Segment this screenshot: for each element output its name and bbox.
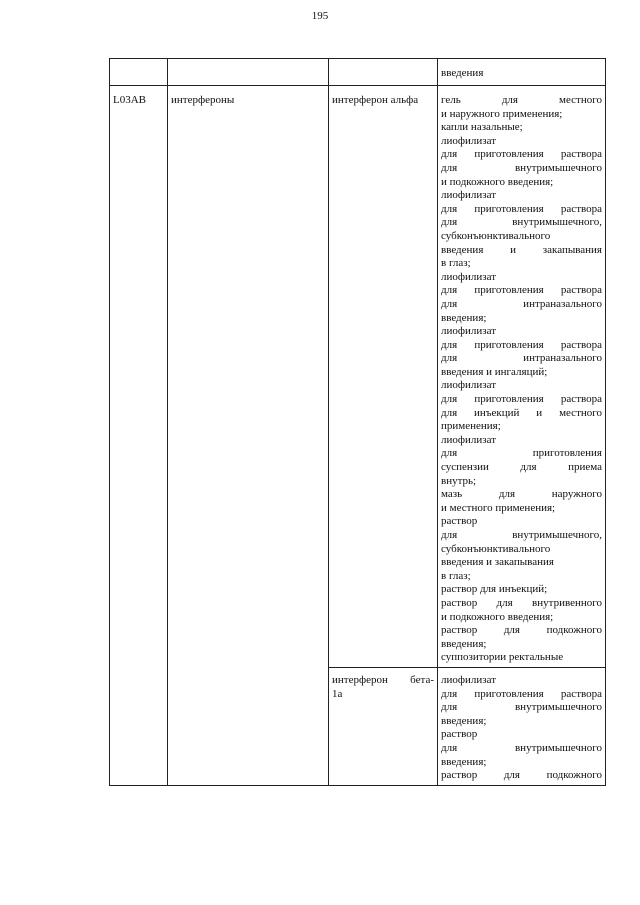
dosage-form-line: введения и закапывания <box>441 556 554 569</box>
dosage-form-line: лиофилизат <box>441 433 497 446</box>
atc-code-cell <box>110 59 168 86</box>
table-row <box>110 59 606 86</box>
dosage-form-line: и наружного применения; <box>441 107 563 120</box>
dosage-form-line: внутрь; <box>441 474 477 487</box>
dosage-form-line: раствор <box>441 515 478 528</box>
atc-code: L03AB <box>113 94 146 106</box>
dosage-form-line: для внутримышечного <box>441 741 602 754</box>
drug-name-cell <box>329 59 438 86</box>
dosage-form-cell <box>438 667 606 785</box>
dosage-form-line: капли назальные; <box>441 121 523 134</box>
dosage-form-line: для внутримышечного <box>441 161 602 174</box>
dosage-form-line: введения; <box>441 311 487 324</box>
drug-name: интерферон альфа <box>332 94 419 106</box>
drug-table <box>109 58 606 786</box>
dosage-form-line: введения; <box>441 637 487 650</box>
drug-name: интерферон бета- <box>332 673 434 686</box>
dosage-form-line: раствор <box>441 728 478 741</box>
dosage-form-line: для приготовления раствора <box>441 148 602 161</box>
dosage-form-line: для приготовления раствора <box>441 393 602 406</box>
dosage-form-line: для внутримышечного, <box>441 216 602 229</box>
group-name-cell <box>168 59 329 86</box>
dosage-form-line: введения <box>441 67 484 79</box>
page-number: 195 <box>311 10 329 22</box>
dosage-form-line: субконъюнктивального <box>441 229 551 242</box>
dosage-form-line: введения; <box>441 714 487 727</box>
dosage-form-cell <box>438 86 606 668</box>
dosage-form-line: лиофилизат <box>441 673 497 686</box>
dosage-form-line: лиофилизат <box>441 189 497 202</box>
dosage-form-line: раствор для инъекций; <box>441 583 548 596</box>
drug-name-cell <box>329 667 438 785</box>
dosage-form-line: для инъекций и местного <box>441 406 602 419</box>
dosage-form-line: в глаз; <box>441 257 471 270</box>
dosage-form-line: для приготовления раствора <box>441 202 602 215</box>
group-name-cell <box>168 86 329 786</box>
dosage-form-line: субконъюнктивального <box>441 542 551 555</box>
dosage-form-line: суппозитории ректальные <box>441 651 564 664</box>
dosage-form-list <box>441 94 602 665</box>
dosage-form-line: для приготовления <box>441 447 602 460</box>
drug-name-suffix: 1a <box>332 687 343 700</box>
dosage-form-line: для интраназального <box>441 352 602 365</box>
dosage-form-line: мазь для наружного <box>441 488 602 501</box>
dosage-form-line: введения и ингаляций; <box>441 365 548 378</box>
dosage-form-line: лиофилизат <box>441 270 497 283</box>
dosage-form-line: для приготовления раствора <box>441 338 602 351</box>
dosage-form-line: и подкожного введения; <box>441 175 554 188</box>
dosage-form-line: раствор для внутривенного <box>441 596 602 609</box>
dosage-form-line: гель для местного <box>441 94 602 106</box>
dosage-form-line: лиофилизат <box>441 325 497 338</box>
dosage-form-line: введения и закапывания <box>441 243 602 256</box>
dosage-form-list <box>441 674 602 783</box>
dosage-form-line: и местного применения; <box>441 501 556 514</box>
dosage-form-line: для приготовления раствора <box>441 284 602 297</box>
dosage-form-line: суспензии для приема <box>441 461 602 474</box>
group-name: интерфероны <box>171 94 235 106</box>
dosage-form-line: для приготовления раствора <box>441 687 602 700</box>
dosage-form-line: в глаз; <box>441 569 471 582</box>
dosage-form-line: лиофилизат <box>441 134 497 147</box>
dosage-form-line: раствор для подкожного <box>441 769 602 782</box>
atc-code-cell <box>110 86 168 786</box>
dosage-form-line: для внутримышечного, <box>441 529 602 541</box>
dosage-form-line: применения; <box>441 420 501 433</box>
dosage-form-line: раствор для подкожного <box>441 624 602 637</box>
dosage-form-line: для интраназального <box>441 297 602 310</box>
table-row <box>110 86 606 668</box>
dosage-form-line: и подкожного введения; <box>441 610 554 623</box>
dosage-form-line: для внутримышечного <box>441 701 602 714</box>
drug-name-cell <box>329 86 438 668</box>
dosage-form-line: введения; <box>441 755 487 768</box>
dosage-form-cell <box>438 59 606 86</box>
dosage-form-line: лиофилизат <box>441 379 497 392</box>
